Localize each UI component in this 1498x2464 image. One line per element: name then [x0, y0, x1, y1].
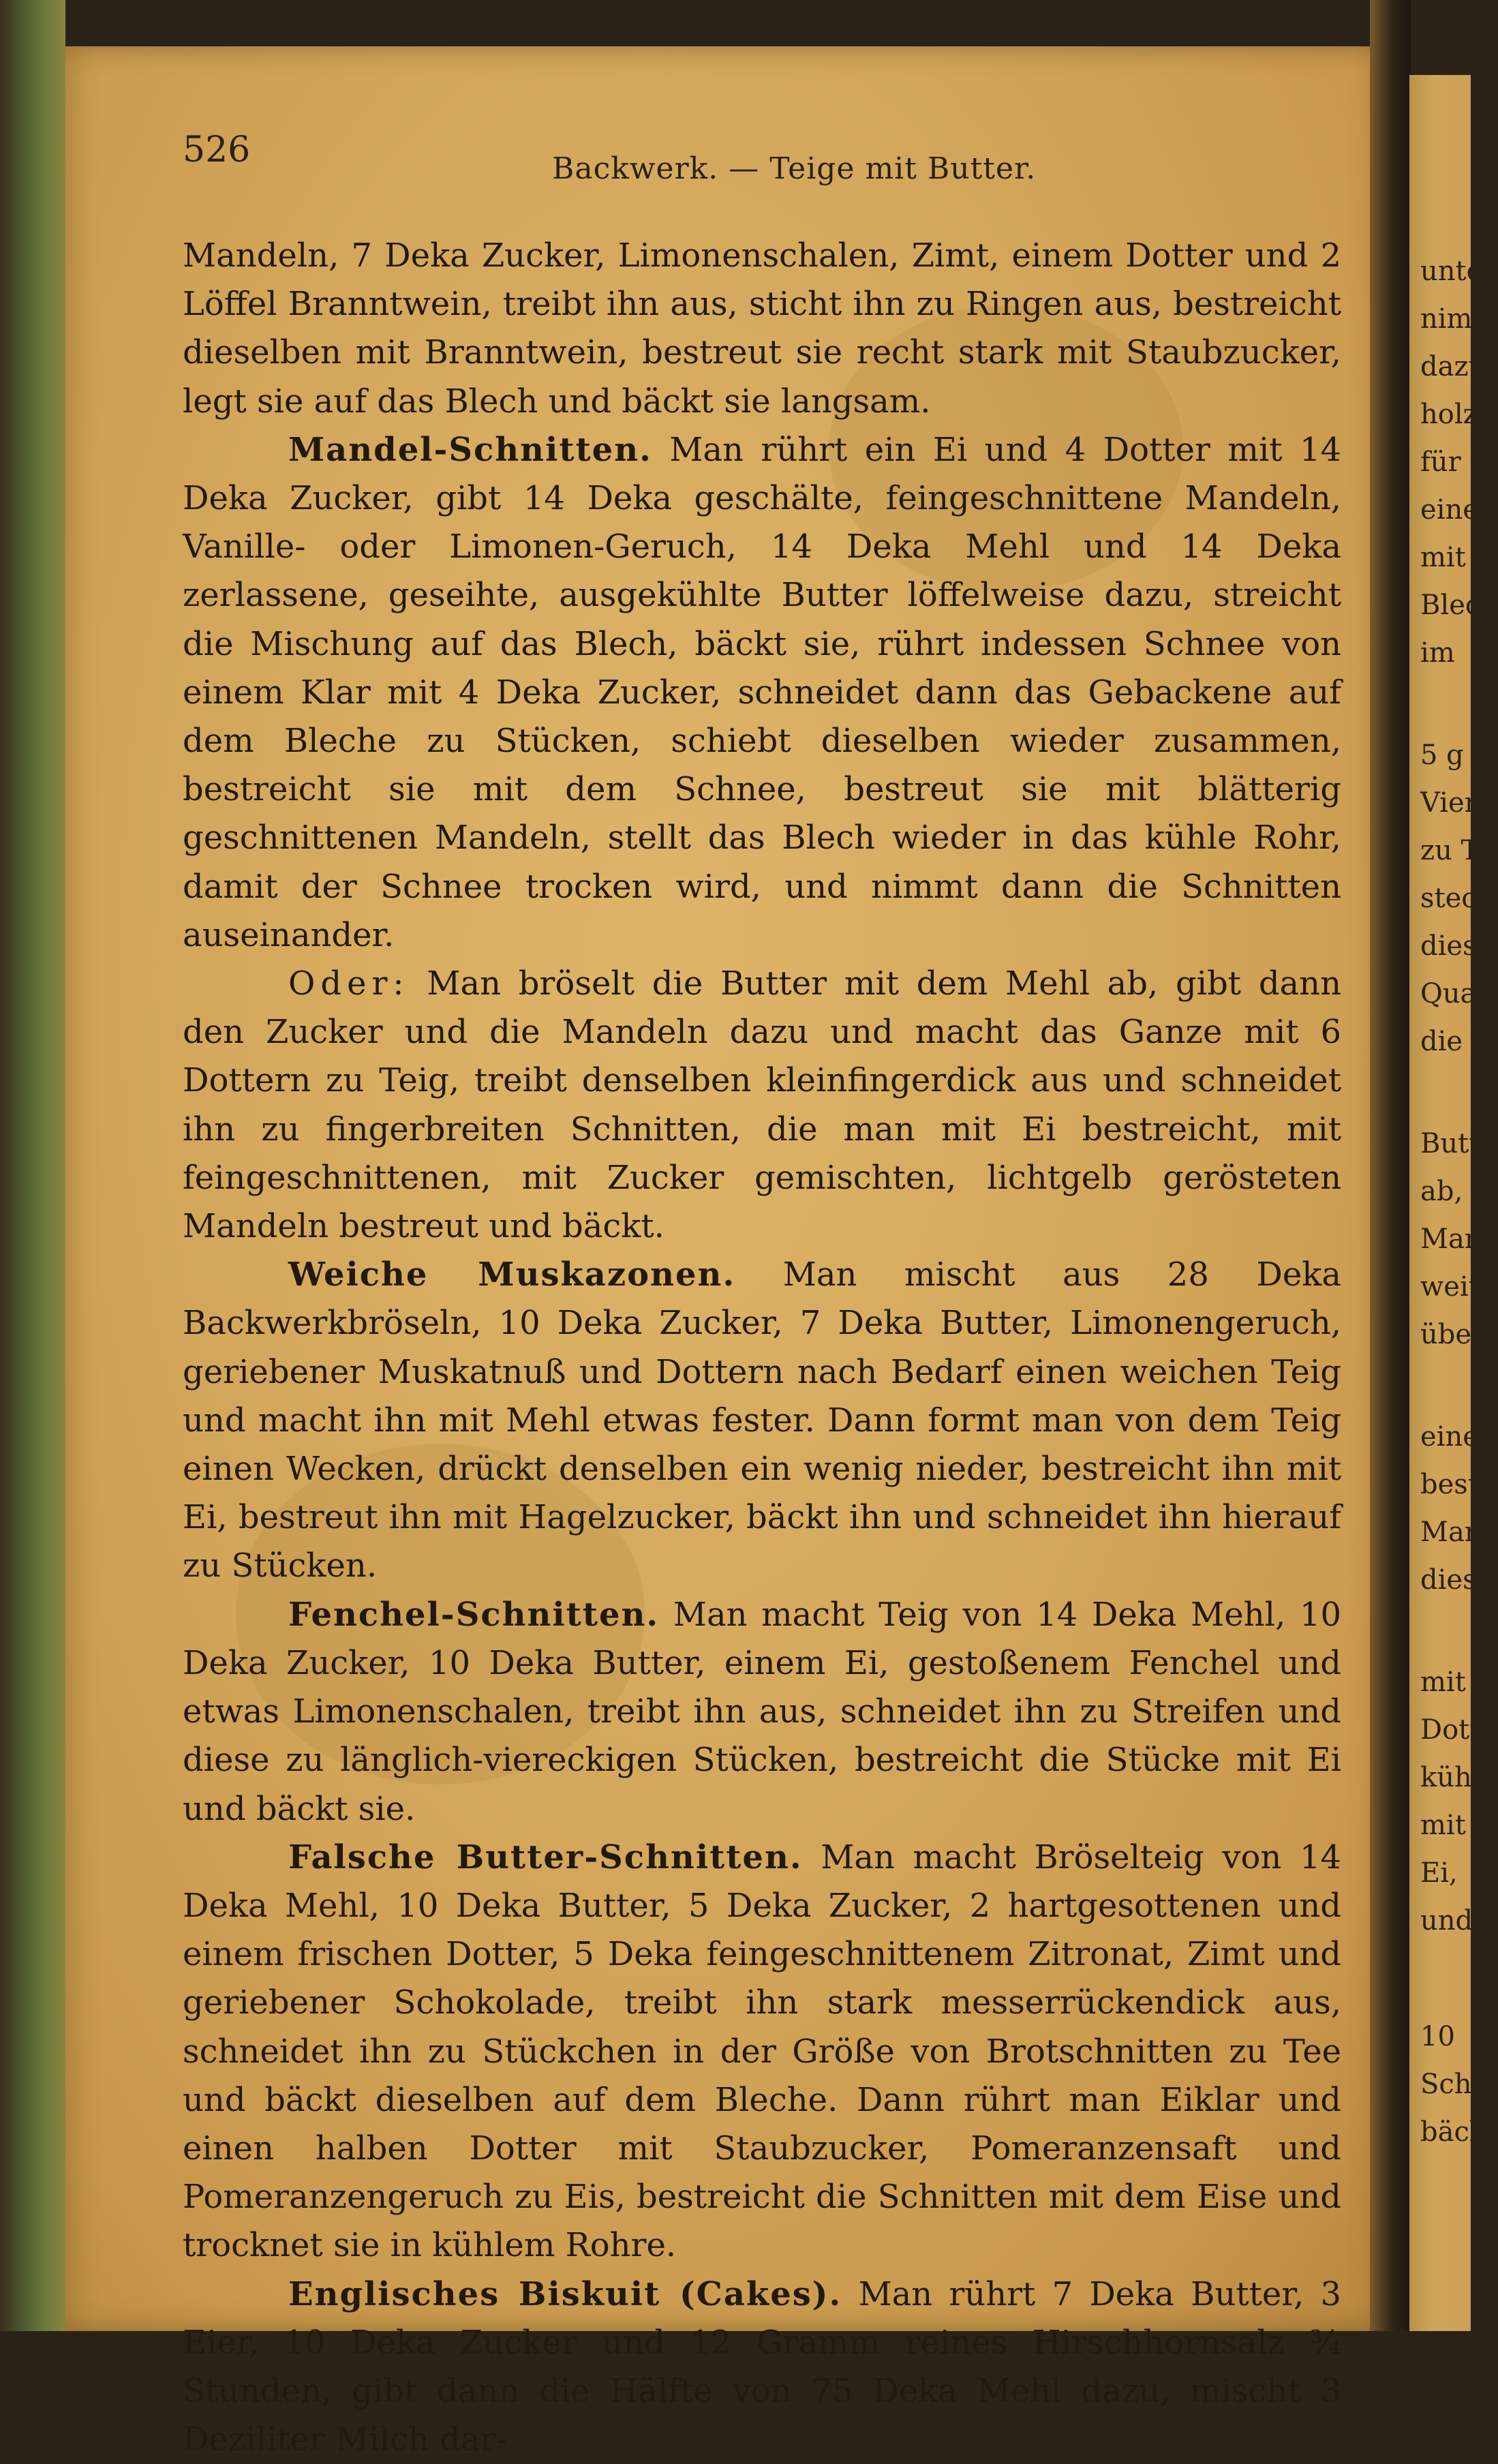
book-gutter	[1370, 0, 1411, 2331]
next-page-fragment: Man	[1420, 1223, 1482, 1255]
recipe-falsche-butter-schnitten	[183, 1834, 1341, 2270]
next-page-fragment: nimm	[1420, 303, 1498, 335]
recipe-mandel-schnitten	[183, 426, 1341, 960]
recipe-text: Man mischt aus 28 Deka Backwerkbröseln, 10 Deka Zucker, 7 Deka Butter, Limonengeruch, geriebener Muskatnuß und Dottern nach Bedarf einen weichen Teig und macht ihn mit Mehl etwas fester. Dann formt man von dem Teig einen Wecken, drückt denselben ein wenig nieder, bestreicht ihn mit Ei, bestreut ihn mit Hagelzucker, bäckt ihn und schneidet ihn hierauf zu Stücken.	[183, 1256, 1342, 1585]
recipe-heading: Falsche Butter-Schnitten.	[288, 1838, 803, 1876]
next-page-fragment: über	[1420, 1319, 1485, 1350]
recipe-text: Man rührt ein Ei und 4 Dotter mit 14 Deka Zucker, gibt 14 Deka geschälte, feingeschnittene Mandeln, Vanille- oder Limonen-Geruch, 14 Deka Mehl und 14 Deka zerlassene, geseihte, ausgekühlte Butter löffelweise dazu, streicht die Mischung auf das Blech, bäckt sie, rührt indessen Schnee von einem Klar mit 4 Deka Zucker, schneidet dann das Gebackene auf dem Bleche zu Stücken, schiebt dieselben wieder zusammen, bestreicht sie mit dem Schnee, bestreut sie mit blätterig geschnittenen Mandeln, stellt das Blech wieder in das kühle Rohr, damit der Schnee trocken wird, und nimmt dann die Schnitten auseinander.	[183, 430, 1341, 954]
next-page-fragment: zu T	[1420, 835, 1480, 866]
paragraph-text: Mandeln, 7 Deka Zucker, Limonenschalen, Zimt, einem Dotter und 2 Löffel Branntwein, treibt ihn aus, sticht ihn zu Ringen aus, bestreicht dieselben mit Branntwein, bestreut sie recht stark mit Staubzucker, legt sie auf das Blech und bäckt sie langsam.	[183, 237, 1341, 421]
recipe-heading: Weiche Muskazonen.	[288, 1256, 736, 1294]
next-page-fragment: Vier	[1420, 787, 1478, 819]
recipe-weiche-muskazonen	[183, 1251, 1341, 1590]
next-page-fragment: und	[1420, 1905, 1473, 1936]
next-page-fragment: Dott	[1420, 1714, 1481, 1746]
recipe-heading: Mandel-Schnitten.	[288, 430, 652, 469]
next-page-fragment: mit	[1420, 1667, 1466, 1698]
recipe-englisches-biskuit	[183, 2270, 1341, 2464]
next-page-fragment: Butt	[1420, 1128, 1480, 1159]
next-page-fragment: diese	[1420, 1564, 1493, 1596]
next-page-fragment: mit	[1420, 1810, 1466, 1841]
variant-label: Oder:	[288, 964, 410, 1003]
next-page-fragment: dazu	[1420, 351, 1486, 382]
running-head: Backwerk. — Teige mit Butter.	[552, 151, 1037, 186]
next-page-edge	[1409, 75, 1498, 2331]
next-page-fragment: einen	[1420, 1421, 1497, 1452]
next-page-fragment: mit	[1420, 542, 1466, 573]
recipe-fenchel-schnitten	[183, 1591, 1341, 1834]
recipe-heading: Englisches Biskuit (Cakes).	[288, 2275, 842, 2313]
next-page-fragment: 5 g	[1420, 740, 1464, 771]
next-page-fragment: Man	[1420, 1517, 1482, 1548]
next-page-fragment: Ei,	[1420, 1857, 1458, 1889]
page-number: 526	[183, 130, 251, 170]
next-page-fragment: einen	[1420, 494, 1497, 526]
recipe-text: Man bröselt die Butter mit dem Mehl ab, gibt dann den Zucker und die Mandeln dazu und macht das Ganze mit 6 Dottern zu Teig, treibt denselben kleinfingerdick aus und schneidet ihn zu fingerbreiten Schnitten, die man mit Ei bestreicht, mit feingeschnittenen, mit Zucker gemischten, lichtgelb gerösteten Mandeln bestreut und bäckt.	[183, 964, 1341, 1246]
next-page-fragment: diese	[1420, 930, 1493, 962]
next-page-fragment: ab,	[1420, 1176, 1463, 1207]
next-page-fragment: Schn	[1420, 2069, 1490, 2100]
next-page-fragment: stech	[1420, 883, 1495, 914]
next-page-fragment: kühl	[1420, 1762, 1481, 1793]
next-page-fragment: die	[1420, 1026, 1463, 1057]
next-page-fragment: Qua	[1420, 978, 1477, 1009]
body-text	[183, 232, 1341, 2464]
recipe-text: Man macht Bröselteig von 14 Deka Mehl, 10 Deka Butter, 5 Deka Zucker, 2 hartgesottenen und einem frischen Dotter, 5 Deka feingeschnittenem Zitronat, Zimt und geriebener Schokolade, treibt ihn stark messerrückendick aus, schneidet ihn zu Stückchen in der Größe von Brotschnitten zu Tee und bäckt dieselben auf dem Bleche. Dann rührt man Eiklar und einen halben Dotter mit Staubzucker, Pomeranzensaft und Pomeranzengeruch zu Eis, bestreicht die Schnitten mit dem Eise und trocknet sie in kühlem Rohre.	[183, 1838, 1341, 2265]
book-edge-left	[0, 0, 65, 2331]
recipe-text: Man macht Teig von 14 Deka Mehl, 10 Deka Zucker, 10 Deka Butter, einem Ei, gestoßenem Fenchel und etwas Limonenschalen, treibt ihn aus, schneidet ihn zu Streifen und diese zu länglich-viereckigen Stücken, bestreicht die Stücke mit Ei und bäckt sie.	[183, 1595, 1341, 1828]
next-page-fragment: weite	[1420, 1271, 1496, 1303]
next-page-fragment: im	[1420, 637, 1455, 669]
recipe-heading: Fenchel-Schnitten.	[288, 1595, 660, 1634]
next-page-fragment: für	[1420, 446, 1461, 478]
next-page-fragment: unte	[1420, 256, 1483, 287]
next-page-fragment: holze	[1420, 399, 1494, 430]
recipe-variant-oder	[183, 960, 1341, 1251]
paragraph	[183, 232, 1341, 426]
next-page-fragment: bäck	[1420, 2116, 1486, 2148]
recipe-text: Man rührt 7 Deka Butter, 3 Eier, 10 Deka Zucker und 12 Gramm reines Hirschhornsalz ¾ Stunden, gibt dann die Hälfte von 75 Deka Mehl dazu, mischt 3 Deziliter Milch dar-	[183, 2275, 1341, 2459]
next-page-fragment: bestr	[1420, 1469, 1492, 1500]
next-page-fragment: Blec	[1420, 590, 1481, 621]
next-page-fragment: 10	[1420, 2021, 1455, 2052]
